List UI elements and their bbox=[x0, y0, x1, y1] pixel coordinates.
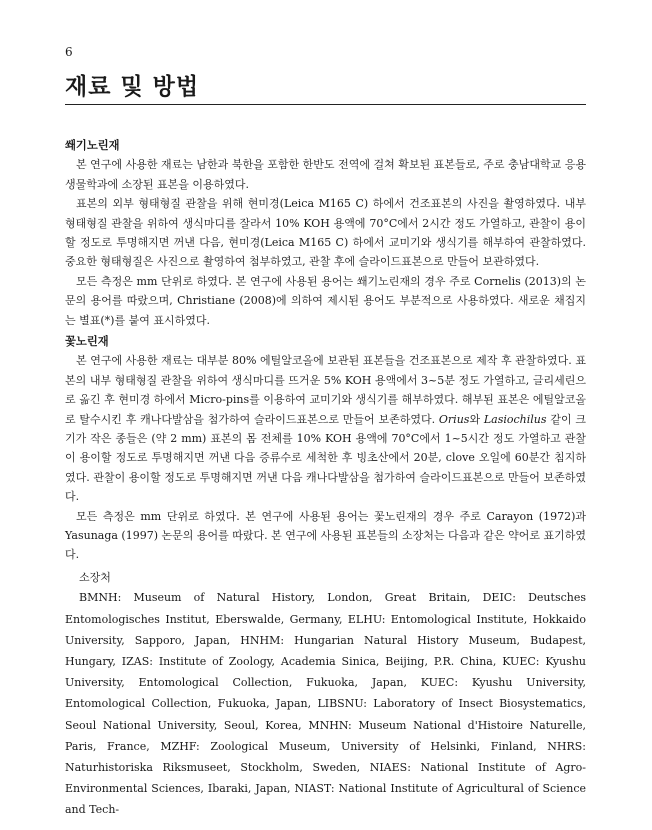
collections-block bbox=[65, 568, 586, 821]
section-heading: 꽃노린재 bbox=[65, 334, 109, 348]
paragraph-text: 와 bbox=[469, 412, 484, 426]
genus-name: Lasiochilus bbox=[483, 412, 547, 426]
genus-name: Orius bbox=[438, 412, 470, 426]
collections-text: BMNH: Museum of Natural History, London, Great Britain, DEIC: Deutsches Entomologisches Institut, Eberswalde, Germany, ELHU: Entomological Institute, Hokkaido University, Sapporo, Japan, HNHM: Hungarian Natural History Museum, Budapest, Hungary, IZAS: Institute of Zoology, Academia Sinica, Beijing, P.R. China, KUEC: Kyushu University, Entomological Collection, Fukuoka, Japan, KUEC: Kyushu University, Entomological Collection, Fukuoka, Japan, LIBSNU: Laboratory of Insect Biosystematics, Seoul National University, Seoul, Korea, MNHN: Museum National d'Histoire Naturelle, Paris, France, MZHF: Zoological Museum, University of Helsinki, Finland, NHRS: Naturhistoriska Riksmuseet, Stockholm, Sweden, NIAES: National Institute of Agro-Environmental Sciences, Ibaraki, Japan, NIAST: National Institute of Agricultural of Science and Tech- bbox=[65, 591, 586, 817]
section-heading: 쐐기노린재 bbox=[65, 138, 120, 152]
collections-heading: 소장처 bbox=[79, 571, 111, 584]
paragraph: 모든 측정은 mm 단위로 하였다. 본 연구에 사용된 용어는 쐐기노린재의 경우 주로 Cornelis (2013)의 논문의 용어를 따랐으며, Christiane (2008)에 의하여 제시된 용어도 부분적으로 사용하였다. 새로운 채집지는 별표(*)를 붙여 표시하였다. bbox=[65, 274, 586, 327]
chapter-title: 재료 및 방법 bbox=[65, 73, 200, 100]
paragraph bbox=[65, 351, 586, 506]
paragraph-text: 같이 크기가 작은 종들은 (약 2 mm) 표본의 몸 전체를 10% KOH 용액에 70°C에서 1~5시간 정도 가열하고 관찰이 용이할 정도로 투명해지면 꺼낸 다음 증류수로 세척한 후 빙초산에서 20분, clove 오일에 60분간 침지하였다. 관찰이 용이할 정도로 투명해지면 꺼낸 다음 캐나다발삼을 첨가하여 슬라이드표본으로 만들어 보존하였다. bbox=[65, 412, 587, 504]
page-number: 6 bbox=[65, 45, 73, 59]
paragraph: 모든 측정은 mm 단위로 하였다. 본 연구에 사용된 용어는 꽃노린재의 경우 주로 Carayon (1972)과 Yasunaga (1997) 논문의 용어를 따랐다. 본 연구에 사용된 표본들의 소장처는 다음과 같은 약어로 표기하였다. bbox=[65, 509, 586, 562]
section-squash-bug bbox=[65, 136, 586, 330]
title-rule bbox=[65, 104, 586, 105]
paragraph: 본 연구에 사용한 재료는 남한과 북한을 포함한 한반도 전역에 걸쳐 확보된 표본들로, 주로 충남대학교 응용생물학과에 소장된 표본을 이용하였다. bbox=[65, 158, 586, 191]
section-flower-bug bbox=[65, 332, 586, 565]
paragraph: 표본의 외부 형태형질 관찰을 위해 현미경(Leica M165 C) 하에서 건조표본의 사진을 촬영하였다. 내부 형태형질 관찰을 위하여 생식마디를 잘라서 10% KOH 용액에 70°C에서 2시간 정도 가열하고, 관찰이 용이할 정도로 투명해지면 꺼낸 다음, 현미경(Leica M165 C) 하에서 교미기와 생식기를 해부하여 관찰하였다. 중요한 형태형질은 사진으로 촬영하여 첨부하였고, 관찰 후에 슬라이드표본으로 만들어 보관하였다. bbox=[65, 197, 586, 269]
paragraph-text: 본 연구에 사용한 재료는 대부분 80% 에틸알코올에 보관된 표본들을 건조표본으로 제작 후 관찰하였다. 표본의 내부 형태형질 관찰을 위하여 생식마디를 뜨거운 5% KOH 용액에서 3~5분 정도 가열하고, 글리세린으로 옮긴 후 현미경 하에서 Micro-pins를 이용하여 교미기와 생식기를 해부하였다. 해부된 표본은 에틸알코올로 탈수시킨 후 캐나다발삼을 첨가하여 슬라이드표본으로 만들어 보존하였다. bbox=[65, 354, 586, 426]
